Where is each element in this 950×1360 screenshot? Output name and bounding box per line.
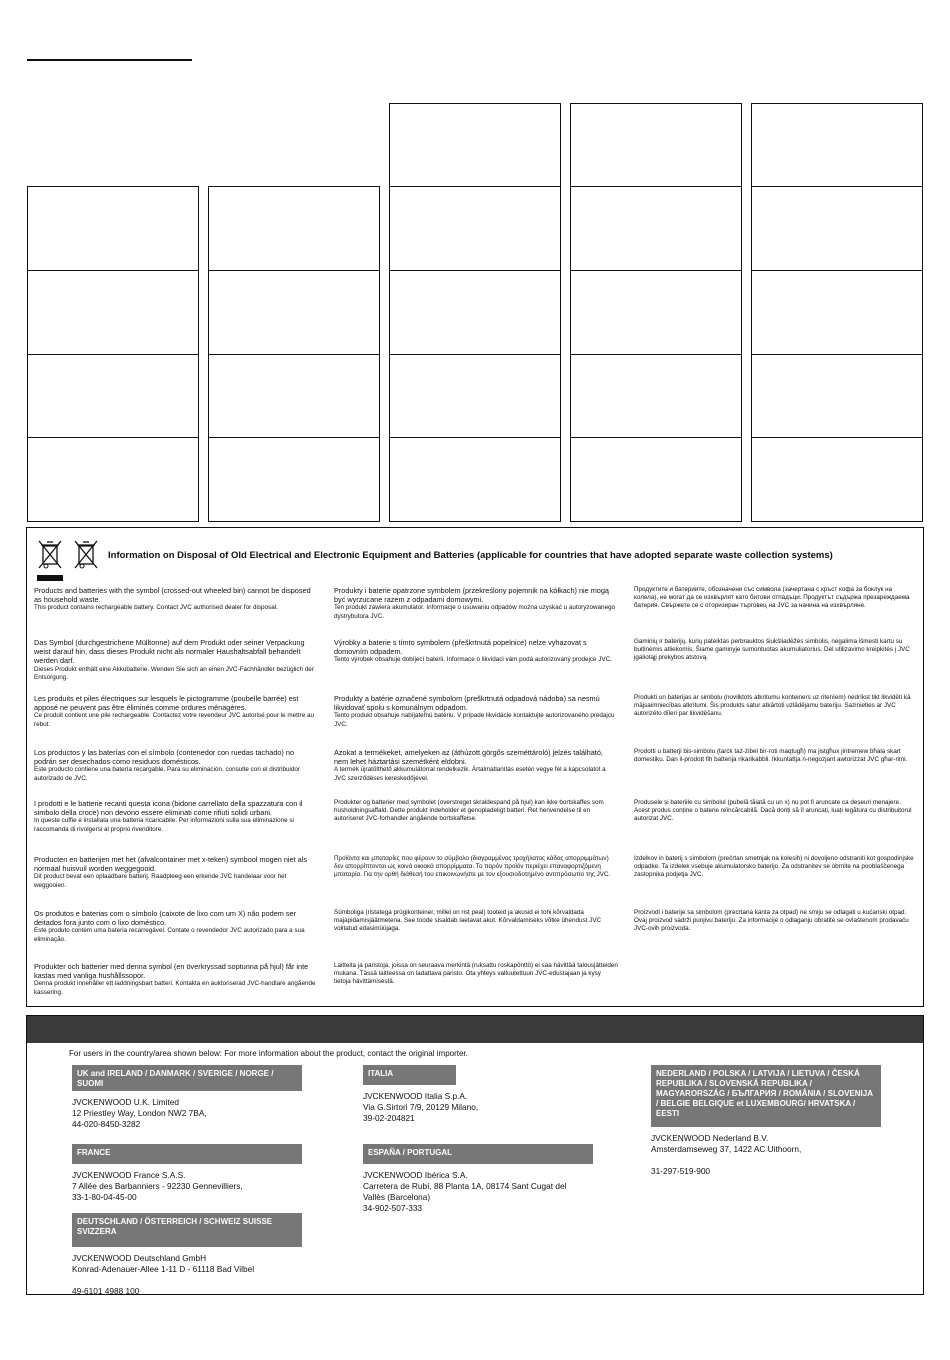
grid-row-divider xyxy=(390,186,560,187)
disposal-entry-detail: Продуктите и батериите, обозначени със символа (зачертана с кръст кофа за боклук на колела), не могат да се изхвърлят като битови отпадъци. Продуктът съдържа презареждаема батерия. Свържете се с оторизиран търговец на JVC за начина на изхвърляне. xyxy=(634,586,910,610)
importers-box xyxy=(26,1015,924,1295)
disposal-entry-main: Azokat a termékeket, amelyeken az (áthúzott görgős szeméttároló) jelzés található, nem lehet háztartási szemétként eldobni. xyxy=(334,748,603,767)
grid-row-divider xyxy=(752,186,922,187)
grid-row-divider xyxy=(571,186,741,187)
disposal-entry xyxy=(634,799,916,824)
disposal-entry-main: Produkty i baterie opatrzone symbolem (przekreślony pojemnik na kółkach) nie mogą być wyrzucane razem z odpadami domowymi. xyxy=(334,586,609,605)
importer-address-line: Amsterdamseweg 37, 1422 AC Uithoorn, xyxy=(651,1144,802,1154)
disposal-entry xyxy=(634,586,916,611)
grid-row-divider xyxy=(390,354,560,355)
disposal-entry-main: Products and batteries with the symbol (crossed-out wheeled bin) cannot be disposed as household waste. xyxy=(34,586,311,605)
importer-address-line xyxy=(72,1275,254,1286)
disposal-entry-detail: Ten produkt zawiera akumulator. Informacje o usuwaniu odpadów można uzyskać u autoryzowanego dystrybutora JVC. xyxy=(334,604,616,620)
grid-column-1 xyxy=(27,186,199,522)
grid-row-divider xyxy=(28,354,198,355)
disposal-entry xyxy=(634,638,916,663)
disposal-entry-detail: Proizvodi i baterije sa simbolom (precrtana kanta za otpad) ne smiju se odlagati u kućanski otpad. Ovaj proizvod sadrži punjivu bateriju. Za informacije o odlaganju obratite se ovlaštenom prodavaču JVC-ovih proizvoda. xyxy=(634,909,909,933)
disposal-entry xyxy=(34,855,316,890)
grid-row-divider xyxy=(571,437,741,438)
importer-address xyxy=(363,1091,478,1124)
disposal-entry-main: Produkter och batterier med denna symbol (en överkryssad soptunna på hjul) får inte kastas med vanliga hushållssopor. xyxy=(34,962,309,981)
importer-address-line: JVCKENWOOD Ibérica S.A. xyxy=(363,1170,468,1180)
header-rule xyxy=(27,59,192,61)
disposal-entry xyxy=(34,962,316,997)
grid-row-divider xyxy=(571,270,741,271)
importer-address-line: Vallès (Barcelona) xyxy=(363,1192,431,1202)
importer-region-tag: DEUTSCHLAND / ÖSTERREICH / SCHWEIZ SUISSE SVIZZERA xyxy=(72,1213,302,1247)
disposal-entry-main: Os produtos e baterias com o símbolo (caixote de lixo com um X) não podem ser deitados fora junto com o lixo doméstico. xyxy=(34,909,296,928)
grid-row-divider xyxy=(209,270,379,271)
grid-row-divider xyxy=(571,354,741,355)
disposal-entry xyxy=(334,909,619,934)
disposal-entry-detail: Prodotti u batterji bis-simbolu (tarċk taż-żibel bir-roti maqtugħ) ma jistgħux jintremew bħala skart domestiku. Dan il-prodott fih batterija rikarikabbli. Ikkuntattja n-negozjant awtorizzat JVC għar-rimi. xyxy=(634,748,908,764)
disposal-entry-detail: In queste cuffie è installata una batteria ricaricabile. Per informazioni sulla sua eliminazione si raccomanda di rivolgersi al proprio rivenditore. xyxy=(34,817,294,833)
importer-address-line: JVCKENWOOD U.K. Limited xyxy=(72,1097,179,1107)
importer-address xyxy=(72,1170,243,1203)
disposal-entry-detail: Denna produkt innehåller ett laddningsbart batteri. Kontakta en auktoriserad JVC-handlare angående kassering. xyxy=(34,980,316,996)
grid-column-5 xyxy=(751,103,923,522)
importer-address-line xyxy=(651,1155,801,1166)
disposal-entry-main: I prodotti e le batterie recanti questa icona (bidone carrellato della spazzatura con il simbolo della croce) non devono essere eliminati come rifiuti solidi urbani. xyxy=(34,799,303,818)
importer-region-tag: NEDERLAND / POLSKA / LATVIJA / LIETUVA / ČESKÁ REPUBLIKA / SLOVENSKÁ REPUBLIKA / MAGYARORSZÁG / БЪЛГАРИЯ / ROMÂNIA / SLOVENIJA / BELGIE BELGIQUE et LUXEMBOURG/ HRVATSKA / EESTI xyxy=(651,1065,881,1127)
disposal-entry xyxy=(34,909,316,944)
disposal-entry xyxy=(634,909,916,934)
disposal-entry-main: Producten en batterijen met het (afvalcontainer met x-teken) symbool mogen niet als normaal huisvuil worden weggegooid. xyxy=(34,855,307,874)
disposal-entry xyxy=(34,799,316,834)
disposal-entry-main: Produkty a batérie označené symbolom (preškrtnutá odpadová nádoba) sa nesmú likvidovať spolu s komunálnym odpadom. xyxy=(334,694,600,713)
grid-row-divider xyxy=(28,437,198,438)
disposal-entry-detail: Dieses Produkt enthält eine Akkubatterie. Wenden Sie sich an einen JVC-Fachhändler bezüglich der Entsorgung. xyxy=(34,665,314,681)
disposal-entry-detail: This product contains rechargeable battery. Contact JVC authorised dealer for disposal. xyxy=(34,604,278,612)
importer-address-line: Carretera de Rubí, 88 Planta 1A, 08174 Sant Cugat del xyxy=(363,1181,567,1191)
grid-column-2 xyxy=(208,186,380,522)
grid-row-divider xyxy=(28,270,198,271)
importer-address xyxy=(72,1097,207,1130)
grid-row-divider xyxy=(390,437,560,438)
importers-header-bar xyxy=(27,1016,923,1043)
importer-address-line: JVCKENWOOD Nederland B.V. xyxy=(651,1133,769,1143)
importer-address-line: 44-020-8450-3282 xyxy=(72,1119,141,1129)
disposal-entry-detail: Ce produit contient une pile rechargeable. Contactez votre revendeur JVC autorisé pour le mettre au rebut. xyxy=(34,712,315,728)
grid-column-4 xyxy=(570,103,742,522)
disposal-info-box xyxy=(26,527,924,1007)
disposal-entry-main: Výrobky a baterie s tímto symbolem (přeškrtnutá popelnice) nelze vyhazovat s domovním odpadem. xyxy=(334,638,587,657)
crossed-out-wheeled-bin-icon xyxy=(72,538,100,570)
disposal-entry-detail: Este producto contiene una batería recargable. Para su eliminación, consulte con el distribuidor autorizado de JVC. xyxy=(34,766,301,782)
importer-address xyxy=(363,1170,566,1214)
disposal-entry xyxy=(34,694,316,729)
disposal-entry-detail: Tento produkt obsahuje nabíjateľnú batériu. V prípade likvidácie kontaktujte autorizovaného predajcu JVC. xyxy=(334,712,615,728)
disposal-entry-detail: Laitteita ja paristoja, joissa on seuraava merkintä (ruksattu roskapönttö) ei saa hävittää talousjätteiden mukana. Tässä laitteessa on ladattava paristo. Ota yhteys valtuutettuun JVC-edustajaan ja kysy tietoja hävittämisestä. xyxy=(334,962,618,986)
disposal-entry-main: Los productos y las baterías con el símbolo (contenedor con ruedas tachado) no podrán ser desechados como residuos domésticos. xyxy=(34,748,295,767)
importer-address-line: 49-6101 4988 100 xyxy=(72,1286,140,1296)
importer-address-line: JVCKENWOOD France S.A.S. xyxy=(72,1170,186,1180)
importer-address-line: 31-297-519-900 xyxy=(651,1166,711,1176)
disposal-entry xyxy=(334,962,619,987)
importer-address-line: 7 Allée des Barbanniers - 92230 Gennevilliers, xyxy=(72,1181,243,1191)
disposal-entry-detail: A termék újratölthető akkumulátorral rendelkezik. Ártalmatlanítás esetén vegye fel a kapcsolatot a JVC szerződéses kereskedőjével. xyxy=(334,766,606,782)
disposal-entry-detail: Este produto contém uma bateria recarregável. Contate o revendedor JVC autorizado para a sua eliminação. xyxy=(34,927,305,943)
disposal-entry xyxy=(334,694,619,729)
importer-region-tag: UK and IRELAND / DANMARK / SVERIGE / NORGE / SUOMI xyxy=(72,1065,302,1091)
disposal-entry-detail: Produsele și bateriile cu simbolul (pubelă tăiată cu un x) nu pot fi aruncate ca deșeuri menajere. Acest produs conține o baterie reîncărcabilă. Dacă doriți să îl aruncați, luați legătura cu distribuitorul autorizat JVC. xyxy=(634,799,912,823)
grid-row-divider xyxy=(209,437,379,438)
grid-row-divider xyxy=(752,270,922,271)
grid-column-3 xyxy=(389,103,561,522)
disposal-entry xyxy=(34,638,316,682)
importer-address-line: 39-02-204821 xyxy=(363,1113,415,1123)
importer-region-tag: ESPAÑA / PORTUGAL xyxy=(363,1144,593,1164)
grid-row-divider xyxy=(209,354,379,355)
importer-address-line: JVCKENWOOD Italia S.p.A. xyxy=(363,1091,468,1101)
disposal-entry-detail: Προϊόντα και μπαταρίες που φέρουν το σύμβολο (διαγραμμένος τροχήλατος κάδος απορριμμάτων) δεν απορρίπτονται ως κοινά οικιακά απορρίμματα. Το παρόν προϊόν περιέχει επαναφορτιζόμενη μπαταρία. Για την ορθή διάθεσή του επικοινωνήστε με τον εξουσιοδοτημένο αντιπρόσωπο της JVC. xyxy=(334,855,611,879)
importer-address-line: 33-1-80-04-45-00 xyxy=(72,1192,137,1202)
disposal-entry-detail: Dit product bevat een oplaadbare batterij. Raadpleeg een erkende JVC handelaar voor het weggooien. xyxy=(34,873,287,889)
disposal-entry-main: Les produits et piles électriques sur lesquels le pictogramme (poubelle barrée) est apposé ne peuvent pas être éliminés comme ordures ménagères. xyxy=(34,694,299,713)
disposal-entry-detail: Produkter og batterier med symbolet (overstreget skraldespand på hjul) kan ikke bortskaffes som husholdningsaffald. Dette produkt indeholder et genopladeligt batteri. Ret henvendelse til en autoriseret JVC-forhandler angående bortskaffelse. xyxy=(334,799,604,823)
disposal-entry-main: Das Symbol (durchgestrichene Mülltonne) auf dem Produkt oder seiner Verpackung weist darauf hin, dass dieses Produkt nicht als normaler Haushaltsabfall behandelt werden darf. xyxy=(34,638,305,666)
disposal-entry xyxy=(634,694,916,719)
disposal-entry xyxy=(634,855,916,880)
importer-address-line: Via G.Sirtori 7/9, 20129 Milano, xyxy=(363,1102,479,1112)
disposal-entry xyxy=(334,748,619,783)
importer-address-line: 12 Priestley Way, London NW2 7BA, xyxy=(72,1108,207,1118)
disposal-entry xyxy=(634,748,916,764)
disposal-entry xyxy=(34,748,316,783)
importer-address xyxy=(72,1253,254,1297)
bin-underline-bar xyxy=(37,575,63,581)
disposal-entry xyxy=(334,855,619,880)
importer-address-line: JVCKENWOOD Deutschland GmbH xyxy=(72,1253,207,1263)
disposal-entry-detail: Produkti un baterijas ar simbolu (novilktots atkritumu konteiners uz ritenīem) nedrīkst tikt likvidēti kā mājsaimniecības atkritumi. Šis produkts satur atkārtoti uzlādējamu bateriju. Sazinieties ar JVC autorizēto dīleri par likvidēšanu. xyxy=(634,694,911,718)
grid-row-divider xyxy=(752,437,922,438)
grid-row-divider xyxy=(390,270,560,271)
importers-note: For users in the country/area shown below: For more information about the product, contact the original importer. xyxy=(69,1049,468,1058)
disposal-entry xyxy=(34,586,316,613)
disposal-entry-detail: Gaminių ir baterijų, kurių pateiktas perbrauktos šiukšliadėžės simbolis, negalima išmesti kartu su buitinėmis atliekomis. Šiame gaminyje sumontuotas akumuliatorius. Dėl utilizavimo kreipkitės į JVC įgaliotąjį prekybos atstovą. xyxy=(634,638,910,662)
disposal-entry xyxy=(334,586,619,621)
disposal-entry-detail: Tento výrobek obsahuje dobíjecí baterii. Informace o likvidaci vám podá autorizovaný prodejce JVC. xyxy=(334,656,612,664)
crossed-out-wheeled-bin-icon xyxy=(36,538,64,570)
importer-region-tag: FRANCE xyxy=(72,1144,302,1164)
disposal-entry-detail: Sümboliga (ristatega prügikonteiner, millel on rist peal) tooteid ja akusid ei tohi kõrvaldada majapidamisjäätmetena. See toode sisaldab laetavat akut. Kõrvaldamiseks võtke ühendust JVC volitatud edasimüüjaga. xyxy=(334,909,602,933)
disposal-title: Information on Disposal of Old Electrical and Electronic Equipment and Batteries (applicable for countries that have adopted separate waste collection systems) xyxy=(108,550,833,561)
disposal-entry xyxy=(334,638,619,665)
disposal-entry-detail: Izdelkov in baterij s simbolom (prečrtan smetnjak na kolesih) ni dovoljeno odstraniti kot gospodinjske odpadke. Ta izdelek vsebuje akumulatorsko baterijo. Za odstranitev se obrnite na pooblaščenega zastopnika podjetja JVC. xyxy=(634,855,914,879)
importer-region-tag: ITALIA xyxy=(363,1065,456,1085)
importer-address-line: Konrad-Adenauer-Allee 1-11 D - 61118 Bad Vilbel xyxy=(72,1264,255,1274)
importer-address-line: 34-902-507-333 xyxy=(363,1203,423,1213)
disposal-entry xyxy=(334,799,619,824)
importer-address xyxy=(651,1133,801,1177)
grid-row-divider xyxy=(752,354,922,355)
